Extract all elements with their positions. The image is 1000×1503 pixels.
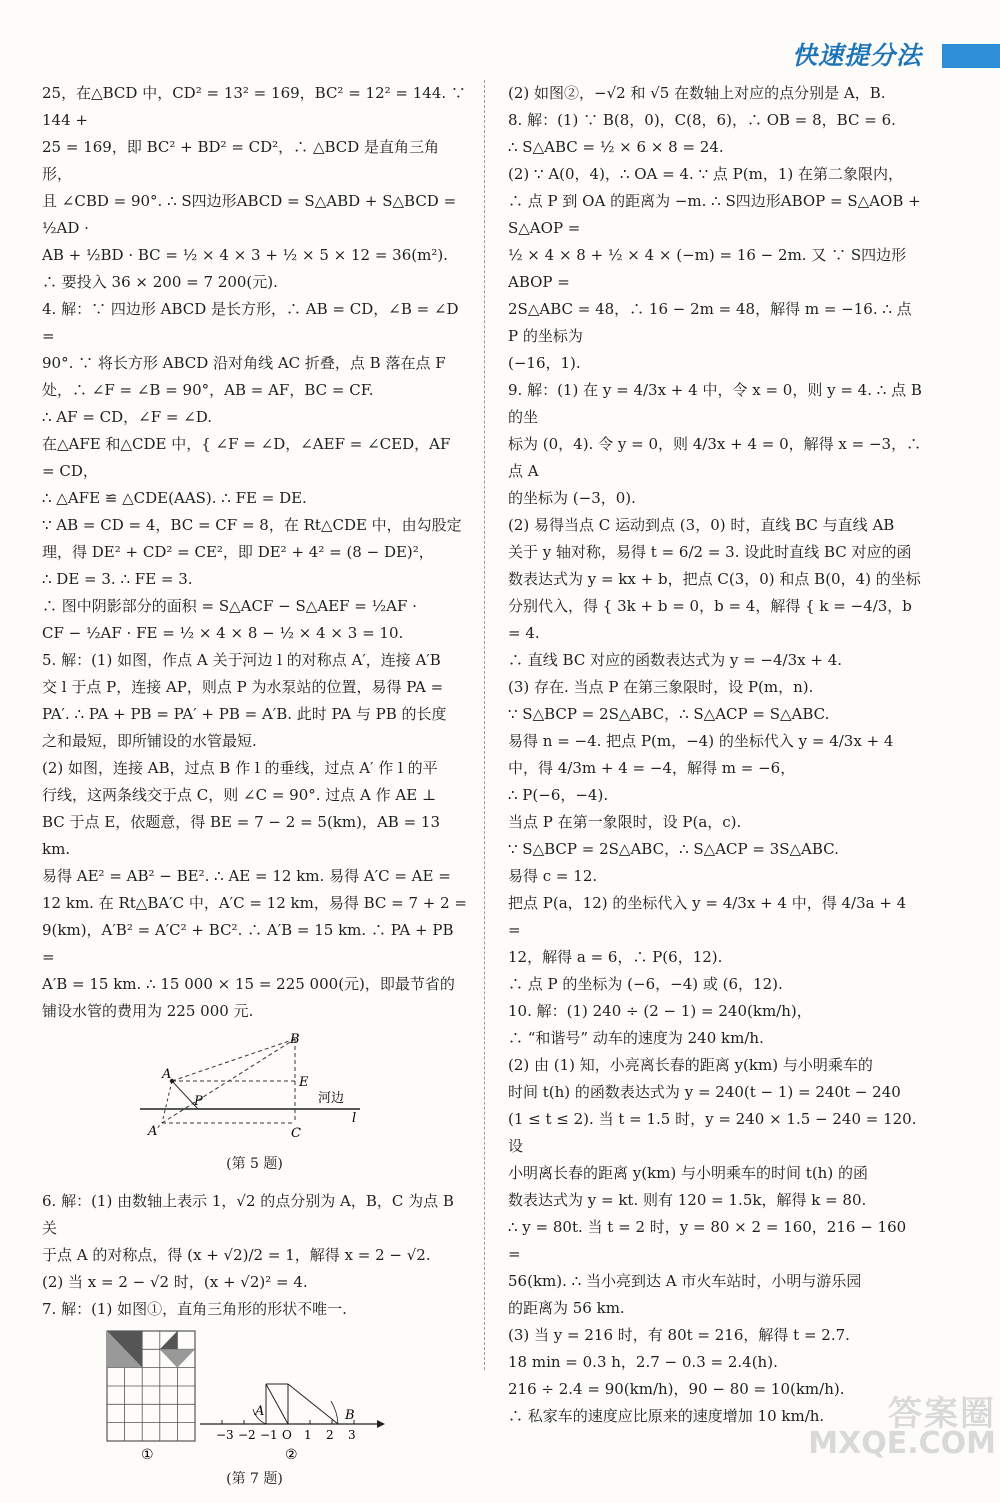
text-line: 当点 P 在第一象限时，设 P(a，c). <box>508 813 742 831</box>
text-line: 90°. ∵ 将长方形 ABCD 沿对角线 AC 折叠，点 B 落在点 F <box>42 354 446 372</box>
segment-ab <box>172 1039 295 1081</box>
right-text-block <box>508 80 927 1430</box>
text-line: A′B = 15 km. ∴ 15 000 × 15 = 225 000(元)，即最节省的 <box>42 975 455 993</box>
label-l: l <box>351 1111 356 1126</box>
figure-5-diagram <box>140 1031 370 1149</box>
number-line-ticks <box>216 1420 356 1442</box>
text-line: 小明离长春的距离 y(km) 与小明乘车的时间 t(h) 的函 <box>508 1164 868 1182</box>
tick-label: −1 <box>259 1428 278 1442</box>
text-line: 12，解得 a = 6，∴ P(6，12). <box>508 948 723 966</box>
tick-label: 3 <box>347 1428 356 1442</box>
watermark-site: MXQE.COM <box>808 1426 996 1461</box>
text-line: 数表达式为 y = kx + b，把点 C(3，0) 和点 B(0，4) 的坐标 <box>508 570 921 588</box>
text-line: ∴ P(−6，−4). <box>508 786 609 804</box>
text-line: 56(km). ∴ 当小亮到达 A 市火车站时，小明与游乐园 <box>508 1272 862 1290</box>
text-line: 易得 c = 12. <box>508 867 598 885</box>
text-line: 6. 解：(1) 由数轴上表示 1，√2 的点分别为 A，B，C 为点 B 关 <box>42 1192 459 1237</box>
text-line: 行线，这两条线交于点 C，则 ∠C = 90°. 过点 A 作 AE ⊥ <box>42 786 437 804</box>
text-line: ∵ S△BCP = 2S△ABC，∴ S△ACP = 3S△ABC. <box>508 840 839 858</box>
text-line: 于点 A 的对称点，得 (x + √2)/2 = 1，解得 x = 2 − √2. <box>42 1246 431 1264</box>
text-line: 关于 y 轴对称，易得 t = 6/2 = 3. 设此时直线 BC 对应的函 <box>508 543 912 561</box>
left-column <box>42 80 471 1503</box>
text-line: 18 min = 0.3 h，2.7 − 0.3 = 2.4(h). <box>508 1353 778 1371</box>
text-line: 分别代入，得 { 3k + b = 0，b = 4，解得 { k = −4/3，b = 4. <box>508 597 917 642</box>
text-line: BC 于点 E，依题意，得 BE = 7 − 2 = 5(km)，AB = 13 km. <box>42 813 445 858</box>
text-line: 易得 AE² = AB² − BE². ∴ AE = 12 km. 易得 A′C = AE = <box>42 867 451 885</box>
number-line-point-b: B <box>344 1408 355 1423</box>
text-line: (3) 当 y = 216 时，有 80t = 216，解得 t = 2.7. <box>508 1326 850 1344</box>
left-text-block-after <box>42 1188 467 1323</box>
text-line: ∴ 点 P 的坐标为 (−6，−4) 或 (6，12). <box>508 975 783 993</box>
text-line: (1 ≤ t ≤ 2). 当 t = 1.5 时，y = 240 × 1.5 − 240 = 120. 设 <box>508 1110 922 1155</box>
text-line: (2) 易得当点 C 运动到点 (3，0) 时，直线 BC 与直线 AB <box>508 516 895 534</box>
text-line: ∴ 私家车的速度应比原来的速度增加 10 km/h. <box>508 1407 825 1425</box>
text-line: (2) 由 (1) 知，小亮离长春的距离 y(km) 与小明乘车的 <box>508 1056 873 1074</box>
text-line: ∴ DE = 3. ∴ FE = 3. <box>42 570 193 588</box>
text-line: ∵ S△BCP = 2S△ABC，∴ S△ACP = S△ABC. <box>508 705 830 723</box>
text-line: 处，∴ ∠F = ∠B = 90°，AB = AF，BC = CF. <box>42 381 374 399</box>
label-b: B <box>289 1032 300 1047</box>
text-line: ½ × 4 × 8 + ½ × 4 × (−m) = 16 − 2m. 又 ∵ S四边形ABOP = <box>508 246 907 291</box>
segment-aa1 <box>162 1081 172 1123</box>
grid-figure-1 <box>107 1331 195 1441</box>
tick-label: 2 <box>325 1428 334 1442</box>
figure-7-caption: (第 7 题) <box>226 1471 283 1487</box>
text-line: PA′. ∴ PA + PB = PA′ + PB = A′B. 此时 PA 与 PB 的长度 <box>42 705 447 723</box>
label-e: E <box>298 1075 308 1090</box>
text-line: 25 = 169，即 BC² + BD² = CD²，∴ △BCD 是直角三角形， <box>42 138 440 183</box>
text-line: 2S△ABC = 48，∴ 16 − 2m = 48，解得 m = −16. ∴ 点 P 的坐标为 <box>508 300 917 345</box>
text-line: AB + ½BD · BC = ½ × 4 × 3 + ½ × 5 × 12 = 36(m²). <box>42 246 448 264</box>
text-line: ∴ AF = CD，∠F = ∠D. <box>42 408 213 426</box>
text-line: ∴ S△ABC = ½ × 6 × 8 = 24. <box>508 138 724 156</box>
text-line: 5. 解：(1) 如图，作点 A 关于河边 l 的对称点 A′，连接 A′B <box>42 651 441 669</box>
text-line: 且 ∠CBD = 90°. ∴ S四边形ABCD = S△ABD + S△BCD = ½AD · <box>42 192 461 237</box>
text-line: 12 km. 在 Rt△BA′C 中，A′C = 12 km，易得 BC = 7 + 2 = <box>42 894 468 912</box>
text-line: 的距离为 56 km. <box>508 1299 625 1317</box>
text-line: ∴ 点 P 到 OA 的距离为 −m. ∴ S四边形ABOP = S△AOB + S△AOP = <box>508 192 926 237</box>
text-line: 9(km)，A′B² = A′C² + BC². ∴ A′B = 15 km. ∴ PA + PB = <box>42 921 459 966</box>
label-c: C <box>290 1126 301 1141</box>
left-text-block <box>42 80 471 1025</box>
text-line: ∴ △AFE ≌ △CDE(AAS). ∴ FE = DE. <box>42 489 307 507</box>
text-line: 之和最短，即所铺设的水管最短. <box>42 732 257 750</box>
text-line: 216 ÷ 2.4 = 90(km/h)，90 − 80 = 10(km/h). <box>508 1380 845 1398</box>
header-brand <box>790 34 1000 74</box>
text-line: ∴ 直线 BC 对应的函数表达式为 y = −4/3x + 4. <box>508 651 843 669</box>
label-river: 河边 <box>317 1091 344 1106</box>
number-line-point-a: A <box>254 1404 264 1419</box>
text-line: ∵ AB = CD = 4，BC = CF = 8，在 Rt△CDE 中，由勾股定 <box>42 516 462 534</box>
text-line: 25，在△BCD 中，CD² = 13² = 169，BC² = 12² = 144. ∵ 144 + <box>42 84 471 129</box>
text-line: (3) 存在. 当点 P 在第三象限时，设 P(m，n). <box>508 678 814 696</box>
brand-title: 快速提分法 <box>792 41 923 70</box>
figure-7-sub1: ① <box>140 1447 154 1463</box>
text-line: 8. 解：(1) ∵ B(8，0)，C(8，6)，∴ OB = 8，BC = 6. <box>508 111 896 129</box>
text-line: 交 l 于点 P，连接 AP，则点 P 为水泵站的位置，易得 PA = <box>42 678 444 696</box>
label-a: A <box>161 1067 171 1082</box>
text-line: ∴ “和谐号” 动车的速度为 240 km/h. <box>508 1029 764 1047</box>
text-line: 7. 解：(1) 如图①，直角三角形的形状不唯一. <box>42 1300 347 1318</box>
right-column <box>508 80 927 1430</box>
text-line: 10. 解：(1) 240 ÷ (2 − 1) = 240(km/h)， <box>508 1002 812 1020</box>
figure-5-caption: (第 5 题) <box>226 1156 283 1172</box>
watermark <box>808 1394 996 1461</box>
text-line: 易得 n = −4. 把点 P(m，−4) 的坐标代入 y = 4/3x + 4 <box>508 732 894 750</box>
text-line: 铺设水管的费用为 225 000 元. <box>42 1002 254 1020</box>
text-line: (−16，1). <box>508 354 581 372</box>
tick-label: 1 <box>303 1428 312 1442</box>
watermark-logo-text: 答案圈 <box>888 1394 996 1434</box>
text-line: (2) 如图②，−√2 和 √5 在数轴上对应的点分别是 A，B. <box>508 84 886 102</box>
text-line: 的坐标为 (−3，0). <box>508 489 636 507</box>
number-line-figure-2 <box>200 1384 385 1428</box>
figure-7-sub2: ② <box>284 1447 298 1463</box>
text-line: ∴ 要投入 36 × 200 = 7 200(元). <box>42 273 278 291</box>
text-line: 中，得 4/3m + 4 = −4，解得 m = −6， <box>508 759 796 777</box>
tick-label: −3 <box>215 1428 234 1442</box>
text-line: 标为 (0，4). 令 y = 0，则 4/3x + 4 = 0，解得 x = −3，∴ 点 A <box>508 435 926 480</box>
column-divider <box>484 80 485 1370</box>
text-line: 在△AFE 和△CDE 中，{ ∠F = ∠D，∠AEF = ∠CED，AF = CD， <box>42 435 456 480</box>
figure-7-diagram <box>105 1329 405 1464</box>
tick-label: −2 <box>237 1428 256 1442</box>
text-line: 把点 P(a，12) 的坐标代入 y = 4/3x + 4 中，得 4/3a + 4 = <box>508 894 912 939</box>
text-line: ∴ 图中阴影部分的面积 = S△ACF − S△AEF = ½AF · <box>42 597 417 615</box>
label-a-prime: A′ <box>147 1124 160 1139</box>
text-line: 9. 解：(1) 在 y = 4/3x + 4 中，令 x = 0，则 y = 4. ∴ 点 B 的坐 <box>508 381 927 426</box>
text-line: 4. 解：∵ 四边形 ABCD 是长方形，∴ AB = CD，∠B = ∠D = <box>42 300 464 345</box>
tick-label: O <box>281 1428 292 1442</box>
label-p: P <box>193 1094 203 1109</box>
text-line: 理，得 DE² + CD² = CE²，即 DE² + 4² = (8 − DE)²， <box>42 543 434 561</box>
text-line: (2) 当 x = 2 − √2 时，(x + √2)² = 4. <box>42 1273 308 1291</box>
text-line: 时间 t(h) 的函数表达式为 y = 240(t − 1) = 240t − 240 <box>508 1083 901 1101</box>
brand-accent-bar <box>942 44 1000 68</box>
text-line: (2) ∵ A(0，4)，∴ OA = 4. ∵ 点 P(m，1) 在第二象限内， <box>508 165 903 183</box>
text-line: (2) 如图，连接 AB，过点 B 作 l 的垂线，过点 A′ 作 l 的平 <box>42 759 438 777</box>
text-line: 数表达式为 y = kt. 则有 120 = 1.5k，解得 k = 80. <box>508 1191 867 1209</box>
text-line: ∴ y = 80t. 当 t = 2 时，y = 80 × 2 = 160，216 − 160 = <box>508 1218 911 1263</box>
text-line: CF − ½AF · FE = ½ × 4 × 8 − ½ × 4 × 3 = 10. <box>42 624 404 642</box>
